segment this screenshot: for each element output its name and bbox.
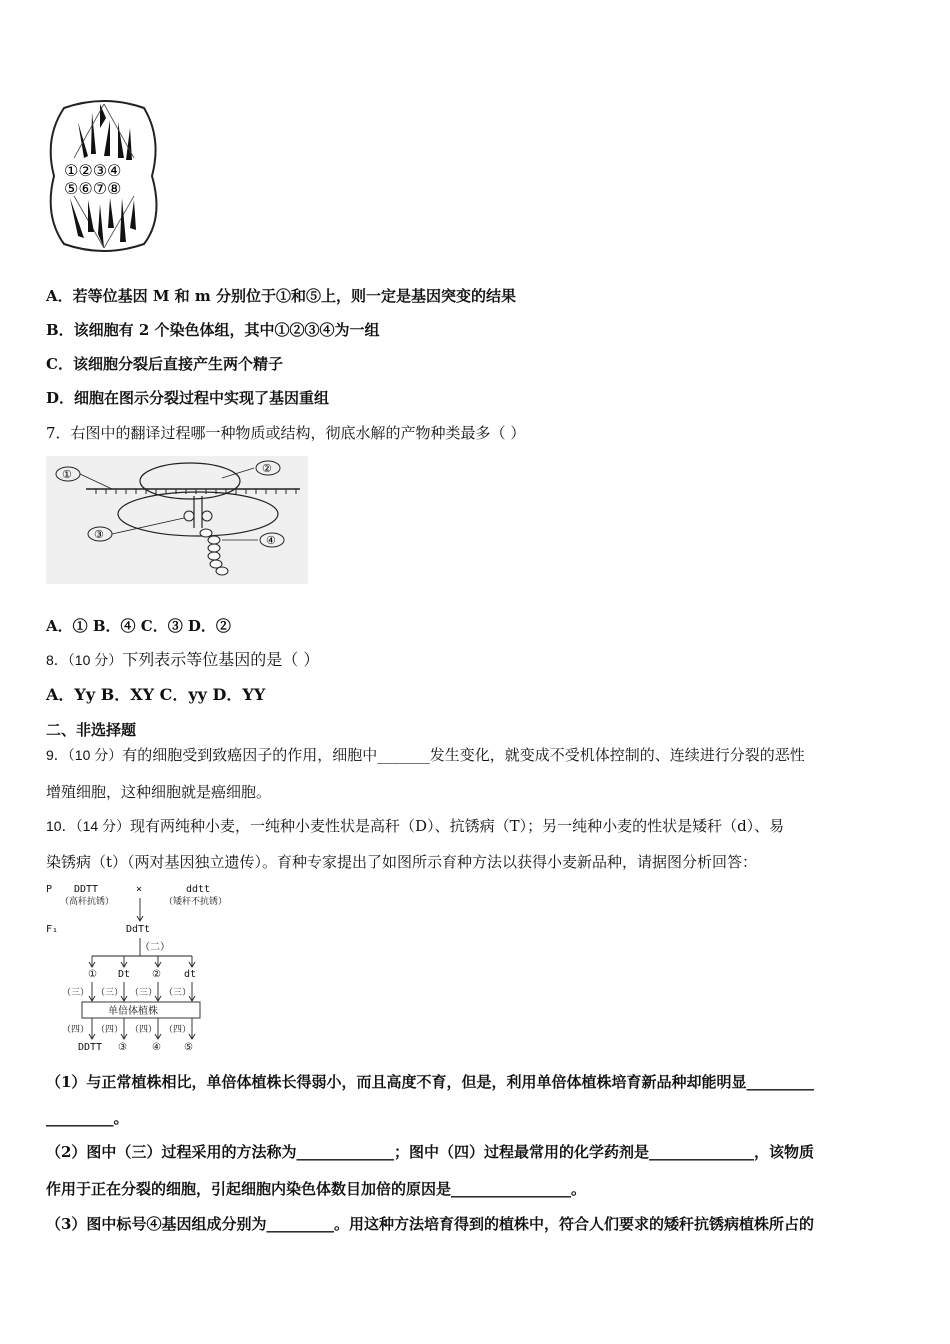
diagram-result-1: DDTT — [78, 1042, 103, 1053]
cell-division-figure — [44, 98, 164, 254]
q6-option-d: D．细胞在图示分裂过程中实现了基因重组 — [46, 389, 330, 407]
q6-option-a: A．若等位基因 M 和 m 分别位于①和⑤上，则一定是基因突变的结果 — [46, 287, 517, 305]
q10-sub2: （2）图中（三）过程采用的方法称为_____________；图中（四）过程最常用的化学药剂是______________，该物质 — [46, 1143, 814, 1161]
diagram-step3-4: （三） — [164, 988, 192, 998]
figure-row2: ⑤⑥⑦⑧ — [64, 179, 122, 198]
diagram-f1-label: F₁ — [46, 924, 59, 935]
q6-option-b: B．该细胞有 2 个染色体组，其中①②③④为一组 — [46, 321, 380, 339]
diagram-result-3: ④ — [152, 1042, 161, 1053]
fig7-label-4: ④ — [266, 534, 276, 547]
diagram-step3-3: （三） — [130, 988, 158, 998]
diagram-step3-1: （三） — [62, 988, 90, 998]
q6-option-c: C．该细胞分裂后直接产生两个精子 — [46, 355, 283, 373]
q10-sub1: （1）与正常植株相比，单倍体植株长得弱小，而且高度不育，但是，利用单倍体植株培育新品种却能明显_________ — [46, 1073, 814, 1091]
diagram-step4-4: （四） — [164, 1025, 192, 1035]
q10-number: 10．（14 分） — [46, 818, 131, 834]
diagram-parent1: DDTT — [74, 884, 99, 895]
fig7-label-1: ① — [62, 468, 72, 481]
q7-stem: 7．右图中的翻译过程哪一种物质或结构，彻底水解的产物种类最多（ ） — [46, 424, 526, 442]
q10-sub2-cont: 作用于正在分裂的细胞，引起细胞内染色体数目加倍的原因是________________。 — [46, 1180, 587, 1198]
diagram-step4-1: （四） — [62, 1025, 90, 1035]
q10-sub3: （3）图中标号④基因组成分别为_________。用这种方法培育得到的植株中，符合人们要求的矮秆抗锈病植株所占的 — [46, 1215, 814, 1233]
diagram-parent1-note: （高秆抗锈） — [60, 897, 115, 907]
diagram-gamete-2: Dt — [118, 969, 131, 980]
q9-text-2: 增殖细胞，这种细胞就是癌细胞。 — [46, 783, 272, 801]
diagram-parent2: ddtt — [186, 884, 211, 895]
diagram-haploid: 单倍体植株 — [108, 1006, 158, 1017]
q8-options: A．Yy B．XY C．yy D．YY — [46, 685, 266, 704]
q8-number: 8．（10 分） — [46, 652, 123, 668]
q9-text: 有的细胞受到致癌因子的作用，细胞中_______发生变化，就变成不受机体控制的、连续进行分裂的恶性 — [122, 746, 805, 764]
diagram-step3-2: （三） — [96, 988, 124, 998]
q7-options: A．① B．④ C．③ D．② — [46, 617, 231, 635]
translation-figure — [46, 456, 308, 584]
diagram-result-4: ⑤ — [184, 1042, 193, 1053]
diagram-f1: DdTt — [126, 924, 151, 935]
diagram-cross: × — [136, 884, 143, 895]
diagram-gamete-1: ① — [88, 969, 97, 980]
fig7-label-2: ② — [262, 462, 272, 475]
q8-stem: 下列表示等位基因的是（ ） — [122, 650, 320, 669]
diagram-result-2: ③ — [118, 1042, 127, 1053]
q10-text-2: 染锈病（t）（两对基因独立遗传）。育种专家提出了如图所示育种方法以获得小麦新品种，请据图分析回答： — [46, 853, 758, 871]
figure-row1: ①②③④ — [64, 161, 122, 180]
diagram-step4-2: （四） — [96, 1025, 124, 1035]
diagram-p-label: P — [46, 884, 53, 895]
diagram-gamete-3: ② — [152, 969, 161, 980]
diagram-step2: （二） — [140, 942, 170, 953]
q9-number: 9．（10 分） — [46, 747, 123, 763]
q10-sub1-cont: _________。 — [46, 1109, 129, 1127]
section-heading: 二、非选择题 — [46, 721, 137, 739]
q10-text: 现有两纯种小麦，一纯种小麦性状是高秆（D）、抗锈病（T）；另一纯种小麦的性状是矮秆（d）、易 — [130, 817, 785, 835]
diagram-gamete-4: dt — [184, 969, 197, 980]
breeding-diagram — [42, 880, 262, 1056]
diagram-step4-3: （四） — [130, 1025, 158, 1035]
diagram-parent2-note: （矮秆不抗锈） — [164, 897, 228, 907]
fig7-label-3: ③ — [94, 528, 104, 541]
